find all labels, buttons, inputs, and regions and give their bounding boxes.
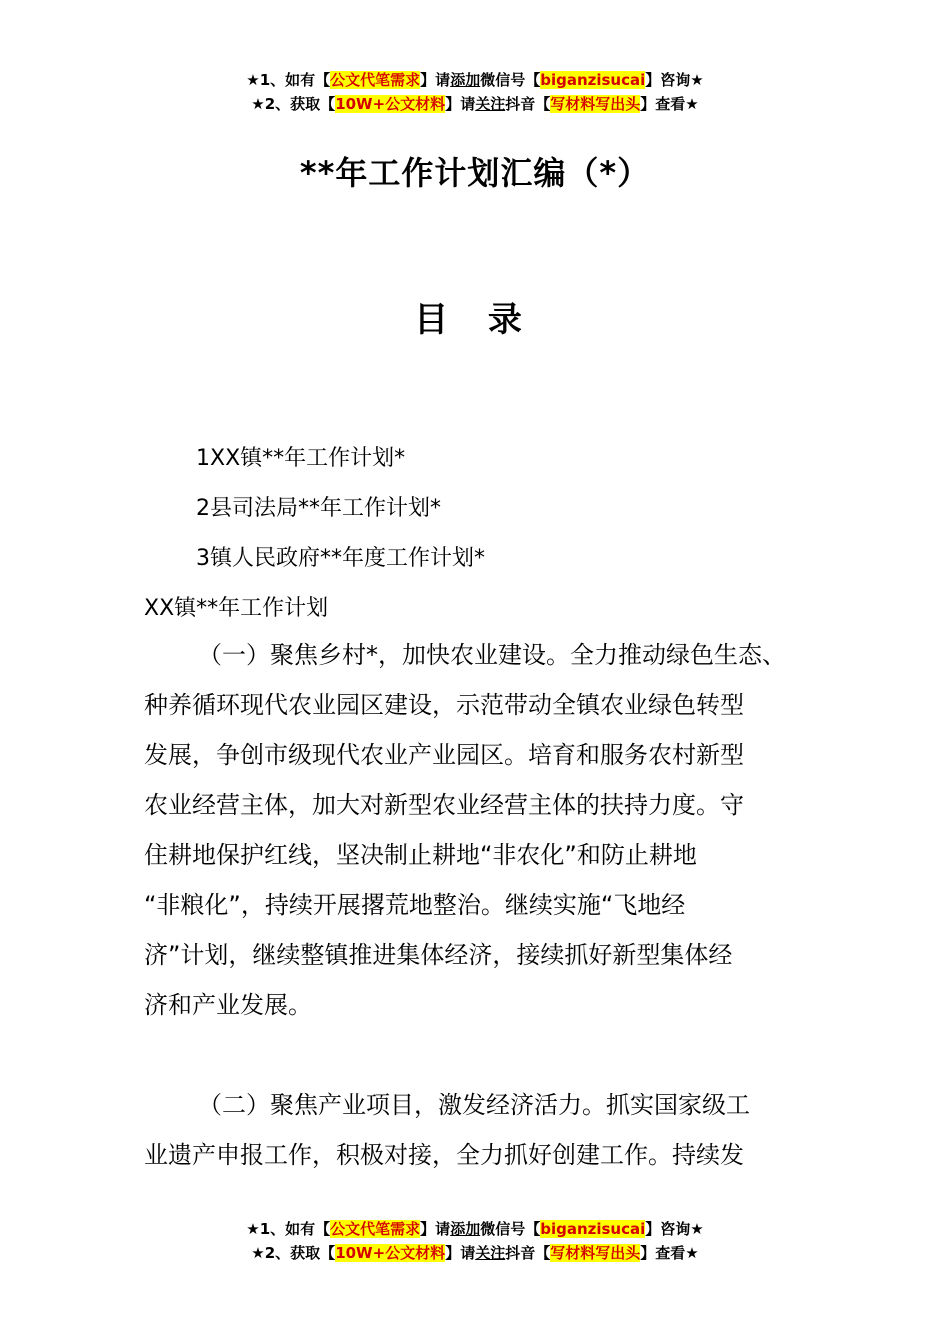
banner-underline: 添加 <box>450 71 481 89</box>
banner-text: 】请 <box>445 95 476 113</box>
banner-text: 】查看★ <box>640 95 699 113</box>
banner-line-1 <box>0 68 950 92</box>
paragraph-line: （二）聚焦产业项目，激发经济活力。抓实国家级工 <box>198 1091 750 1119</box>
banner-highlight: 写材料写出头 <box>550 1244 641 1262</box>
banner-highlight: 10W+公文材料 <box>335 1244 446 1262</box>
section-title: XX镇**年工作计划 <box>144 596 329 621</box>
banner-text: ★1、如有【 <box>246 71 331 89</box>
banner-underline: 关注 <box>475 95 506 113</box>
banner-text: 抖音【 <box>505 95 551 113</box>
banner-text: 】请 <box>445 1244 476 1262</box>
banner-text: 】查看★ <box>640 1244 699 1262</box>
paragraph-line: 住耕地保护红线，坚决制止耕地“非农化”和防止耕地 <box>144 841 697 869</box>
banner-text: 微信号【 <box>480 71 541 89</box>
banner-highlight: biganzisucai <box>540 1220 646 1238</box>
banner-text: 微信号【 <box>480 1220 541 1238</box>
paragraph-line: 济”计划，继续整镇推进集体经济，接续抓好新型集体经 <box>144 941 733 969</box>
paragraph-line: （一）聚焦乡村*，加快农业建设。全力推动绿色生态、 <box>198 641 786 669</box>
banner-text: 】咨询★ <box>645 71 704 89</box>
banner-text: 】请 <box>420 71 451 89</box>
paragraph-line: 业遗产申报工作，积极对接，全力抓好创建工作。持续发 <box>144 1141 744 1169</box>
paragraph-line: 发展，争创市级现代农业产业园区。培育和服务农村新型 <box>144 741 744 769</box>
paragraph-line: 农业经营主体，加大对新型农业经营主体的扶持力度。守 <box>144 791 744 819</box>
paragraph-line: 种养循环现代农业园区建设，示范带动全镇农业绿色转型 <box>144 691 744 719</box>
banner-line-1 <box>0 1217 950 1241</box>
document-title: **年工作计划汇编（*） <box>299 154 651 192</box>
toc-item: 3镇人民政府**年度工作计划* <box>196 546 485 571</box>
toc-item: 2县司法局**年工作计划* <box>196 496 441 521</box>
banner-text: 】请 <box>420 1220 451 1238</box>
toc-item: 1XX镇**年工作计划* <box>196 446 406 471</box>
paragraph-1 <box>144 630 824 1030</box>
banner-underline: 关注 <box>475 1244 506 1262</box>
paragraph-line: “非粮化”，持续开展撂荒地整治。继续实施“飞地经 <box>144 891 686 919</box>
footer-banner <box>0 1217 950 1265</box>
banner-highlight: 公文代笔需求 <box>330 1220 421 1238</box>
banner-underline: 添加 <box>450 1220 481 1238</box>
banner-text: 抖音【 <box>505 1244 551 1262</box>
paragraph-2 <box>144 1080 824 1180</box>
banner-highlight: 公文代笔需求 <box>330 71 421 89</box>
banner-text: ★2、获取【 <box>251 95 336 113</box>
banner-highlight: 写材料写出头 <box>550 95 641 113</box>
banner-line-2 <box>0 1241 950 1265</box>
banner-highlight: biganzisucai <box>540 71 646 89</box>
banner-text: 】咨询★ <box>645 1220 704 1238</box>
toc-heading: 目 录 <box>414 300 536 340</box>
header-banner <box>0 68 950 116</box>
banner-text: ★2、获取【 <box>251 1244 336 1262</box>
banner-line-2 <box>0 92 950 116</box>
paragraph-line: 济和产业发展。 <box>144 991 312 1019</box>
banner-text: ★1、如有【 <box>246 1220 331 1238</box>
table-of-contents <box>196 434 485 584</box>
banner-highlight: 10W+公文材料 <box>335 95 446 113</box>
